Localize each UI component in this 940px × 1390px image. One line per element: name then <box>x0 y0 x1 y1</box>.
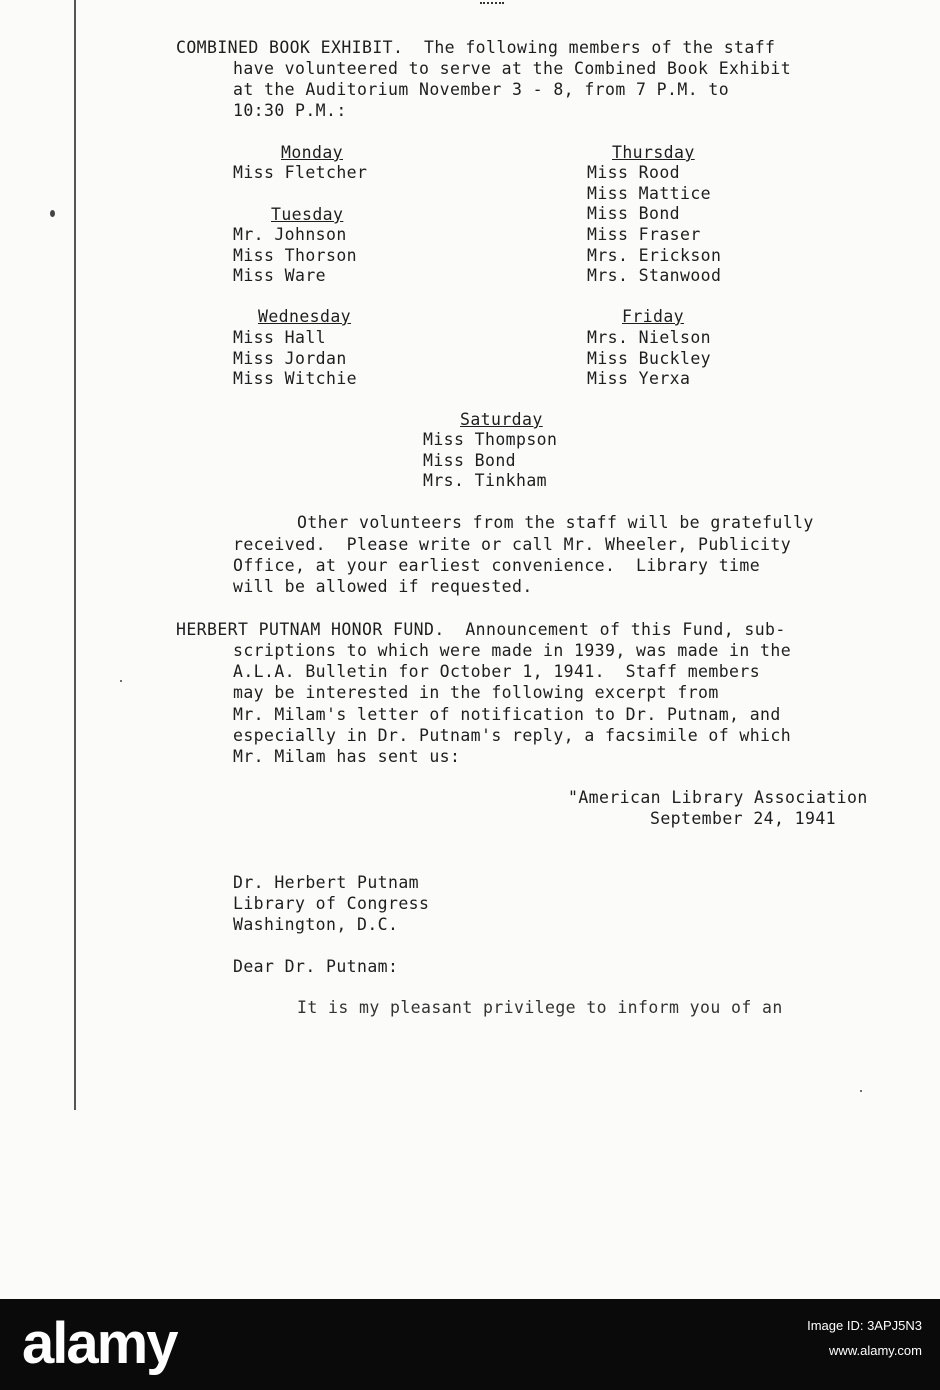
day-friday: Friday <box>622 307 685 326</box>
salutation: Dear Dr. Putnam: <box>233 957 399 976</box>
putnam-fund-line: A.L.A. Bulletin for October 1, 1941. Staff members <box>233 662 761 681</box>
tuesday-name: Mr. Johnson <box>233 225 347 244</box>
other-volunteers-line: Office, at your earliest convenience. Library time <box>233 556 761 575</box>
day-wednesday: Wednesday <box>258 307 352 326</box>
thursday-name: Miss Rood <box>587 163 681 182</box>
friday-name: Miss Buckley <box>587 349 712 368</box>
letter-opening: It is my pleasant privilege to inform you of an <box>297 998 783 1017</box>
thursday-name: Miss Mattice <box>587 184 712 203</box>
image-id-label: Image ID: 3APJ5N3 <box>807 1318 922 1333</box>
other-volunteers-line: received. Please write or call Mr. Wheeler, Publicity <box>233 535 792 554</box>
wednesday-name: Miss Jordan <box>233 349 347 368</box>
putnam-fund-line: especially in Dr. Putnam's reply, a facsimile of which <box>233 726 792 745</box>
top-mark <box>480 2 504 8</box>
day-thursday: Thursday <box>612 143 695 162</box>
putnam-fund-line: scriptions to which were made in 1939, was made in the <box>233 641 792 660</box>
combined-heading-line1: COMBINED BOOK EXHIBIT. The following members of the staff <box>176 38 776 57</box>
ink-speck <box>120 680 122 682</box>
saturday-name: Mrs. Tinkham <box>423 471 548 490</box>
wednesday-name: Miss Witchie <box>233 369 358 388</box>
other-volunteers-line: Other volunteers from the staff will be gratefully <box>297 513 814 532</box>
combined-heading-line3: at the Auditorium November 3 - 8, from 7 P.M. to <box>233 80 730 99</box>
putnam-fund-line: may be interested in the following excerpt from <box>233 683 719 702</box>
friday-name: Miss Yerxa <box>587 369 691 388</box>
address-line: Library of Congress <box>233 894 430 913</box>
friday-name: Mrs. Nielson <box>587 328 712 347</box>
tuesday-name: Miss Ware <box>233 266 327 285</box>
tuesday-name: Miss Thorson <box>233 246 358 265</box>
combined-heading-line4: 10:30 P.M.: <box>233 101 347 120</box>
day-saturday: Saturday <box>460 410 543 429</box>
thursday-name: Miss Fraser <box>587 225 701 244</box>
combined-heading-line2: have volunteered to serve at the Combined Book Exhibit <box>233 59 792 78</box>
day-tuesday: Tuesday <box>271 205 344 224</box>
ink-speck <box>860 1090 862 1092</box>
wednesday-name: Miss Hall <box>233 328 327 347</box>
putnam-fund-line: HERBERT PUTNAM HONOR FUND. Announcement of this Fund, sub- <box>176 620 786 639</box>
day-monday: Monday <box>281 143 344 162</box>
letter-date: September 24, 1941 <box>650 809 837 828</box>
saturday-name: Miss Thompson <box>423 430 558 449</box>
address-line: Dr. Herbert Putnam <box>233 873 420 892</box>
letter-organization: "American Library Association <box>568 788 868 807</box>
monday-name: Miss Fletcher <box>233 163 368 182</box>
address-line: Washington, D.C. <box>233 915 399 934</box>
other-volunteers-line: will be allowed if requested. <box>233 577 533 596</box>
putnam-fund-line: Mr. Milam's letter of notification to Dr. Putnam, and <box>233 705 781 724</box>
site-url: www.alamy.com <box>829 1343 922 1358</box>
saturday-name: Miss Bond <box>423 451 517 470</box>
ink-speck <box>50 210 55 217</box>
putnam-fund-line: Mr. Milam has sent us: <box>233 747 461 766</box>
margin-rule <box>74 0 76 1110</box>
thursday-name: Mrs. Stanwood <box>587 266 722 285</box>
alamy-logo: alamy <box>22 1311 177 1376</box>
thursday-name: Mrs. Erickson <box>587 246 722 265</box>
thursday-name: Miss Bond <box>587 204 681 223</box>
